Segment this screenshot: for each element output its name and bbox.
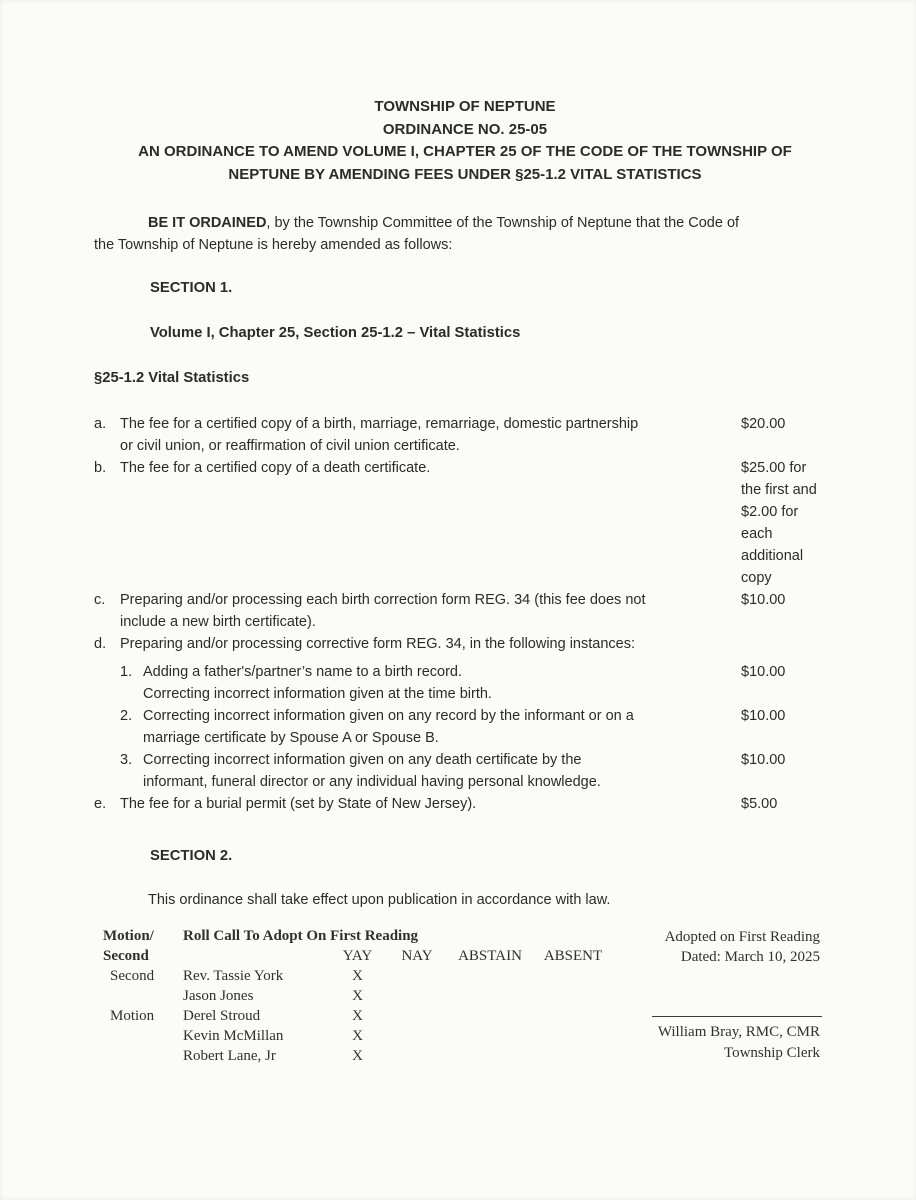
fee-item-line: The fee for a certified copy of a birth, marriage, remarriage, domestic partnership xyxy=(120,416,639,432)
adoption-note xyxy=(590,927,820,967)
section-1-heading: SECTION 1. xyxy=(150,280,233,296)
ordinance-number: ORDINANCE NO. 25-05 xyxy=(382,120,548,138)
rollcall-title: Roll Call To Adopt On First Reading xyxy=(183,928,419,944)
motion-second-header: Motion/ xyxy=(103,928,154,944)
preamble-paragraph xyxy=(94,212,836,256)
absent-column-header: ABSENT xyxy=(543,948,603,964)
list-marker: 1. xyxy=(120,664,133,680)
motion-label xyxy=(103,986,183,1006)
document-body xyxy=(94,0,836,911)
list-marker: d. xyxy=(94,636,107,652)
code-section-heading: §25-1.2 Vital Statistics xyxy=(94,370,250,386)
fee-amount: $20.00 xyxy=(741,416,786,432)
motion-label: Second xyxy=(110,968,155,984)
adopted-on-first-reading: Adopted on First Reading xyxy=(664,929,820,945)
section-2-heading: SECTION 2. xyxy=(150,848,233,864)
member-name: Jason Jones xyxy=(183,988,254,1004)
vote-yay: X xyxy=(352,968,363,984)
fee-item-line: Adding a father's/partner’s name to a birth record. xyxy=(143,664,462,680)
motion-label xyxy=(103,1026,183,1046)
fee-item-text xyxy=(120,589,733,633)
abstain-column-header: ABSTAIN xyxy=(458,948,522,964)
document-title-block xyxy=(94,96,836,186)
fee-amount: $5.00 xyxy=(741,796,778,812)
list-marker: c. xyxy=(94,592,106,608)
fee-item-line: Preparing and/or processing each birth correction form REG. 34 (this fee does not xyxy=(120,592,646,608)
fee-schedule-list xyxy=(94,413,836,815)
ordinance-caption-line-2: NEPTUNE BY AMENDING FEES UNDER §25-1.2 VITAL STATISTICS xyxy=(228,165,702,183)
rollcall-table xyxy=(103,926,613,1066)
vote-nay xyxy=(387,1046,447,1066)
fee-item-line: Correcting incorrect information given at the time birth. xyxy=(143,686,492,702)
fee-amount-line: the first and xyxy=(741,482,817,498)
vote-yay: X xyxy=(352,1048,363,1064)
fee-item-line: The fee for a burial permit (set by State of New Jersey). xyxy=(120,796,477,812)
signature-block xyxy=(560,1022,820,1063)
fee-amount: $10.00 xyxy=(741,664,786,680)
nay-column-header: NAY xyxy=(401,948,433,964)
section-1-subheading: Volume I, Chapter 25, Section 25-1.2 – Vital Statistics xyxy=(150,325,521,341)
fee-item-text xyxy=(143,749,733,793)
list-marker: b. xyxy=(94,460,107,476)
vote-absent xyxy=(533,966,613,986)
fee-amount: $10.00 xyxy=(741,708,786,724)
fee-item-line: The fee for a certified copy of a death certificate. xyxy=(120,460,431,476)
fee-amount xyxy=(741,457,836,589)
motion-label: Motion xyxy=(110,1008,155,1024)
fee-amount: $10.00 xyxy=(741,752,786,768)
list-marker: a. xyxy=(94,416,107,432)
signature-line xyxy=(652,1016,822,1017)
clerk-title: Township Clerk xyxy=(723,1044,820,1061)
fee-item-line: Preparing and/or processing corrective form REG. 34, in the following instances: xyxy=(120,636,635,652)
fee-amount-line: additional xyxy=(741,548,804,564)
vote-nay xyxy=(387,1026,447,1046)
fee-subitem-2 xyxy=(94,705,836,749)
fee-item-text xyxy=(143,661,733,705)
vote-nay xyxy=(387,1006,447,1026)
member-name: Robert Lane, Jr xyxy=(183,1048,276,1064)
fee-amount-line: copy xyxy=(741,570,772,586)
list-marker: e. xyxy=(94,796,107,812)
vote-yay: X xyxy=(352,1028,363,1044)
ordinance-caption-line-1: AN ORDINANCE TO AMEND VOLUME I, CHAPTER 25 OF THE CODE OF THE TOWNSHIP OF xyxy=(138,143,792,160)
vote-yay: X xyxy=(352,1008,363,1024)
fee-item-text xyxy=(120,793,733,815)
vote-yay: X xyxy=(352,988,363,1004)
yay-column-header: YAY xyxy=(342,948,373,964)
fee-item-line: marriage certificate by Spouse A or Spouse B. xyxy=(143,730,439,746)
fee-item-c xyxy=(94,589,836,633)
vote-absent xyxy=(533,986,613,1006)
preamble-line-1 xyxy=(94,212,836,234)
fee-amount-line: each xyxy=(741,526,773,542)
preamble-line-2: the Township of Neptune is hereby amended as follows: xyxy=(94,237,453,253)
fee-item-text xyxy=(120,413,733,457)
member-name: Derel Stroud xyxy=(183,1008,261,1024)
vote-abstain xyxy=(447,986,533,1006)
fee-amount-line: $2.00 for xyxy=(741,504,799,520)
fee-item-text xyxy=(143,705,733,749)
fee-item-line: informant, funeral director or any individual having personal knowledge. xyxy=(143,774,601,790)
fee-item-a xyxy=(94,413,836,457)
fee-amount: $10.00 xyxy=(741,592,786,608)
fee-amount-line: $25.00 for xyxy=(741,460,807,476)
list-marker: 2. xyxy=(120,708,133,724)
vote-abstain xyxy=(447,966,533,986)
member-name: Rev. Tassie York xyxy=(183,968,284,984)
fee-item-line: Correcting incorrect information given on any record by the informant or on a xyxy=(143,708,634,724)
vote-abstain xyxy=(447,1026,533,1046)
vote-nay xyxy=(387,966,447,986)
spacer-cell xyxy=(183,946,328,966)
fee-item-e xyxy=(94,793,836,815)
fee-item-b xyxy=(94,457,836,589)
preamble-line-1-rest: , by the Township Committee of the Township of Neptune that the Code of xyxy=(266,215,740,231)
vote-abstain xyxy=(447,1046,533,1066)
vote-abstain xyxy=(447,1006,533,1026)
fee-item-line: include a new birth certificate). xyxy=(120,614,316,630)
adoption-date: Dated: March 10, 2025 xyxy=(680,949,820,965)
motion-label xyxy=(103,1046,183,1066)
member-name: Kevin McMillan xyxy=(183,1028,284,1044)
fee-subitem-3 xyxy=(94,749,836,793)
fee-subitem-1 xyxy=(94,661,836,705)
be-it-ordained-lead: BE IT ORDAINED xyxy=(148,215,267,231)
township-title: TOWNSHIP OF NEPTUNE xyxy=(374,98,556,115)
list-marker: 3. xyxy=(120,752,133,768)
fee-item-d xyxy=(94,633,836,655)
section-2-body: This ordinance shall take effect upon publication in accordance with law. xyxy=(148,892,611,908)
fee-item-line: Correcting incorrect information given on any death certificate by the xyxy=(143,752,582,768)
fee-item-text xyxy=(120,457,733,479)
vote-nay xyxy=(387,986,447,1006)
fee-item-text xyxy=(120,633,733,655)
fee-item-line: or civil union, or reaffirmation of civil union certificate. xyxy=(120,438,460,454)
clerk-name: William Bray, RMC, CMR xyxy=(657,1024,820,1040)
motion-second-header-line2: Second xyxy=(103,948,149,964)
fee-subitem-list xyxy=(94,661,836,793)
